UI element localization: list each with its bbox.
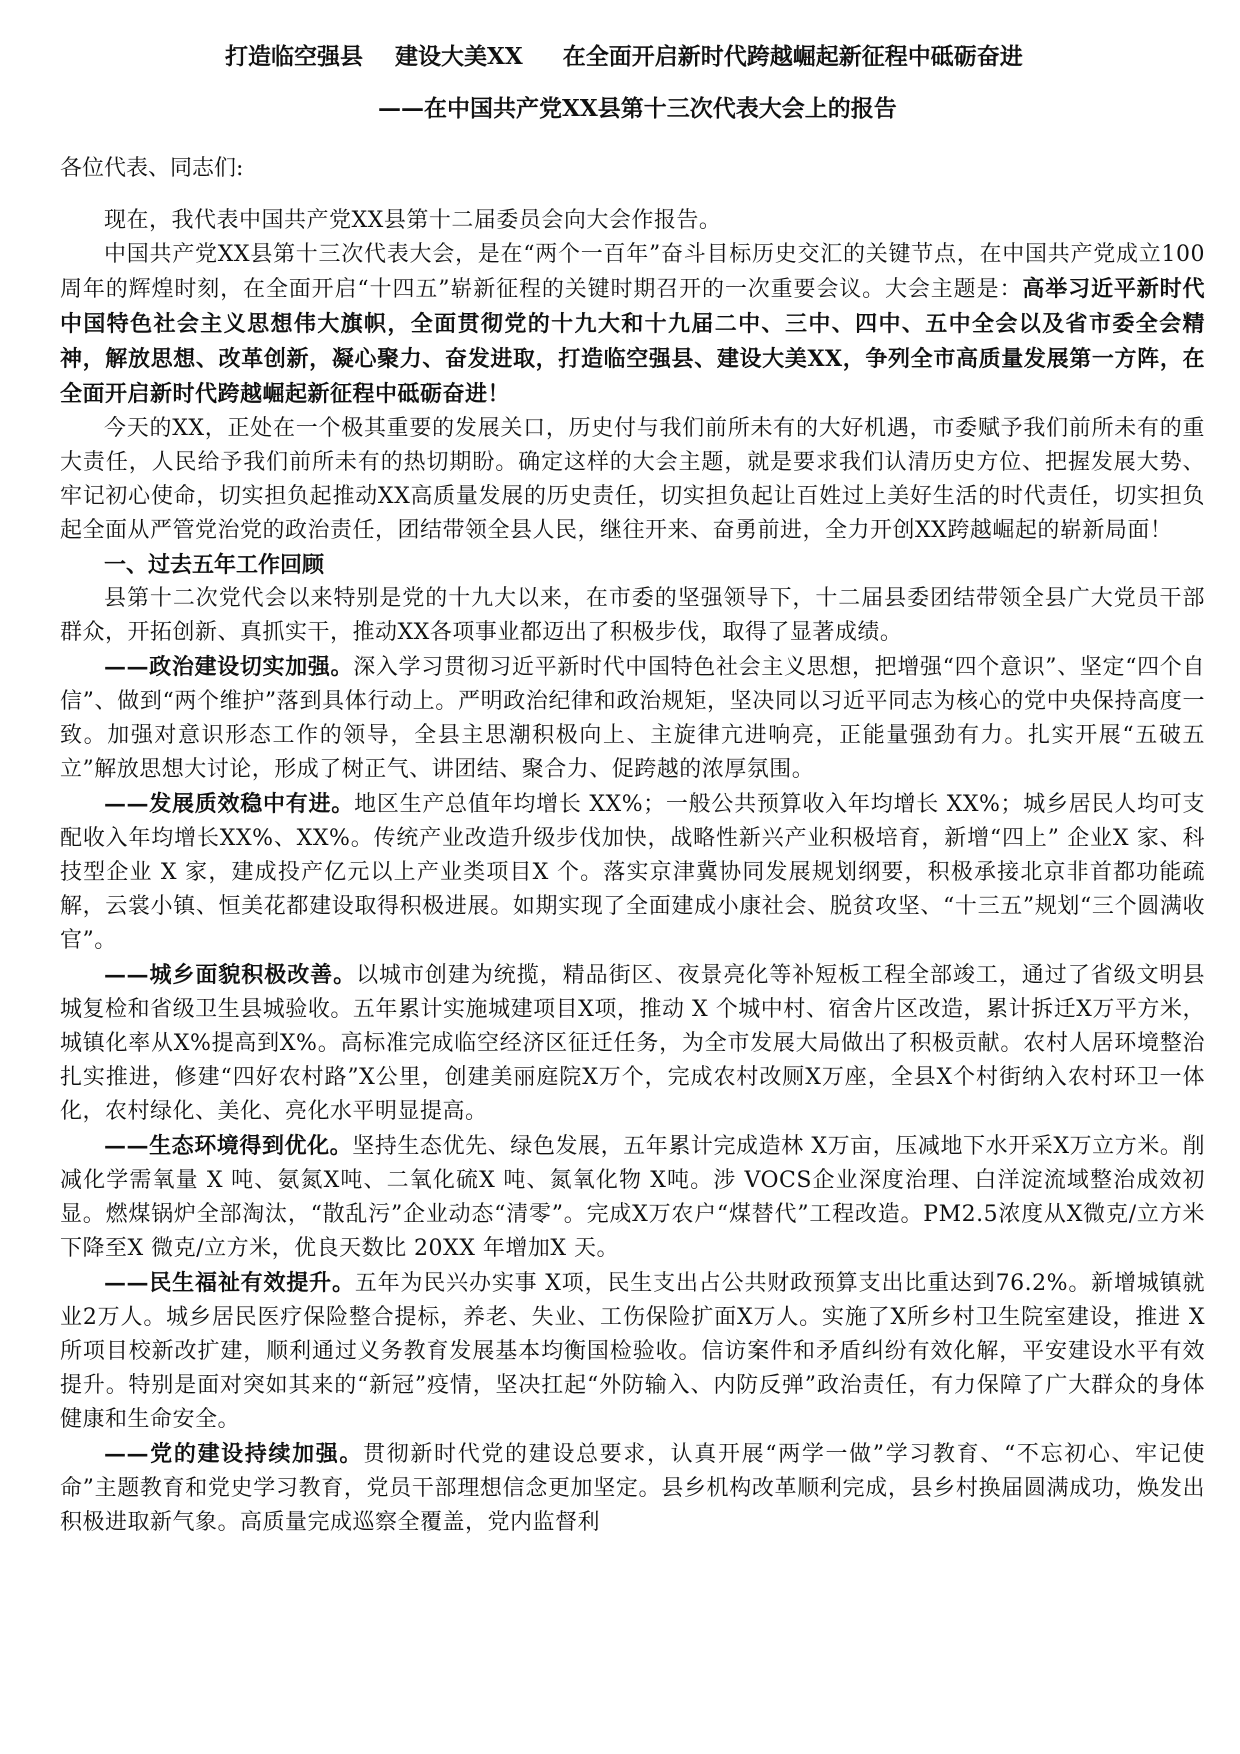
paragraph-today: 今天的XX，正处在一个极其重要的发展关口，历史付与我们前所未有的大好机遇，市委赋予我们前所未有的重大责任，人民给予我们前所未有的热切期盼。确定这样的大会主题，就是要求我们认清历史方位、把握发展大势、牢记初心使命，切实担负起推动XX高质量发展的历史责任，切实担负起让百姓过上美好生活的时代责任，切实担负起全面从严管党治党的政治责任，团结带领全县人民，继往开来、奋勇前进，全力开创XX跨越崛起的崭新局面！ [60,416,1205,543]
paragraph-development [60,787,1205,958]
paragraph-theme-bold: 高举习近平新时代中国特色社会主义思想伟大旗帜，全面贯彻党的十九大和十九届二中、三中、四中、五中全会以及省市委全会精神，解放思想、改革创新，凝心聚力、奋发进取，打造临空强县、建设大美XX，争列全市高质量发展第一方阵，在全面开启新时代跨越崛起新征程中砥砺奋进！ [60,276,1205,407]
paragraph-political-text: 深入学习贯彻习近平新时代中国特色社会主义思想，把增强“四个意识”、坚定“四个自信”、做到“两个维护”落到具体行动上。严明政治纪律和政治规矩，坚决同以习近平同志为核心的党中央保持高度一致。加强对意识形态工作的领导，全县主思潮积极向上、主旋律亢进响亮，正能量强劲有力。扎实开展“五破五立”解放思想大讨论，形成了树正气、讲团结、聚合力、促跨越的浓厚氛围。 [60,655,1205,782]
paragraph-party-building-text: 贯彻新时代党的建设总要求，认真开展“两学一做”学习教育、“不忘初心、牢记使命”主题教育和党史学习教育，党员干部理想信念更加坚定。县乡机构改革顺利完成，县乡村换届圆满成功，焕发出积极进取新气象。高质量完成巡察全覆盖，党内监督利 [60,1442,1205,1535]
title-part-1: 打造临空强县 [225,43,363,70]
document-title [225,38,1205,76]
paragraph-theme-text: 中国共产党XX县第十三次代表大会，是在“两个一百年”奋斗目标历史交汇的关键节点，在中国共产党成立100周年的辉煌时刻，在全面开启“十四五”崭新征程的关键时期召开的一次重要会议。大会主题是： [60,242,1205,302]
paragraph-development-text: 地区生产总值年均增长 XX%；一般公共预算收入年均增长 XX%；城乡居民人均可支配收入年均增长XX%、XX%。传统产业改造升级步伐加快，战略性新兴产业积极培育，新增“四上” 企业X 家、科技型企业 X 家，建成投产亿元以上产业类项目X 个。落实京津冀协同发展规划纲要，积极承接北京非首都功能疏解，云裳小镇、恒美花都建设取得积极进展。如期实现了全面建成小康社会、脱贫攻坚、“十三五”规划“三个圆满收官”。 [60,792,1205,953]
paragraph-intro: 现在，我代表中国共产党XX县第十二届委员会向大会作报告。 [104,208,722,233]
paragraph-livelihood-heading: ——民生福祉有效提升。 [104,1270,355,1296]
title-part-3: 在全面开启新时代跨越崛起新征程中砥砺奋进 [562,43,1023,70]
paragraph-political [60,650,1205,787]
salutation: 各位代表、同志们: [60,156,244,181]
paragraph-urban-rural [60,958,1205,1129]
paragraph-review-intro: 县第十二次党代会以来特别是党的十九大以来，在市委的坚强领导下，十二届县委团结带领全县广大党员干部群众，开拓创新、真抓实干，推动XX各项事业都迈出了积极步伐，取得了显著成绩。 [60,586,1205,645]
title-part-2: 建设大美XX [395,43,523,70]
paragraph-development-heading: ——发展质效稳中有进。 [104,791,355,817]
paragraph-ecology [60,1129,1205,1266]
paragraph-political-heading: ——政治建设切实加强。 [104,654,354,680]
paragraph-ecology-heading: ——生态环境得到优化。 [104,1133,353,1159]
paragraph-theme [60,238,1205,412]
document-page [60,38,1205,1540]
paragraph-livelihood [60,1266,1205,1437]
paragraph-livelihood-text: 五年为民兴办实事 X项，民生支出占公共财政预算支出比重达到76.2%。新增城镇就业2万人。城乡居民医疗保险整合提标，养老、失业、工伤保险扩面X万人。实施了X所乡村卫生院室建设，推进 X所项目校新改扩建，顺利通过义务教育发展基本均衡国检验收。信访案件和矛盾纠纷有效化解，平安建设水平有效提升。特别是面对突如其来的“新冠”疫情，坚决扛起“外防输入、内防反弹”政治责任，有力保障了广大群众的身体健康和生命安全。 [60,1271,1205,1432]
paragraph-party-building [60,1437,1205,1540]
document-subtitle: ——在中国共产党XX县第十三次代表大会上的报告 [378,95,897,122]
paragraph-party-building-heading: ——党的建设持续加强。 [104,1441,364,1467]
section-heading-1: 一、过去五年工作回顾 [104,552,325,578]
paragraph-ecology-text: 坚持生态优先、绿色发展，五年累计完成造林 X万亩，压减地下水开采X万立方米。削减化学需氧量 X 吨、氨氮X吨、二氧化硫X 吨、氮氧化物 X吨。涉 VOCS企业深度治理、白洋淀流域整治成效初显。燃煤锅炉全部淘汰，“散乱污”企业动态“清零”。完成X万农户“煤替代”工程改造。PM2.5浓度从X微克/立方米下降至X 微克/立方米，优良天数比 20XX 年增加X 天。 [60,1134,1205,1261]
paragraph-urban-rural-text: 以城市创建为统揽，精品街区、夜景亮化等补短板工程全部竣工，通过了省级文明县城复检和省级卫生县城验收。五年累计实施城建项目X项，推动 X 个城中村、宿舍片区改造，累计拆迁X万平方米，城镇化率从X%提高到X%。高标准完成临空经济区征迁任务，为全市发展大局做出了积极贡献。农村人居环境整治扎实推进，修建“四好农村路”X公里，创建美丽庭院X万个，完成农村改厕X万座，全县X个村街纳入农村环卫一体化，农村绿化、美化、亮化水平明显提高。 [60,963,1205,1124]
paragraph-urban-rural-heading: ——城乡面貌积极改善。 [104,962,357,988]
